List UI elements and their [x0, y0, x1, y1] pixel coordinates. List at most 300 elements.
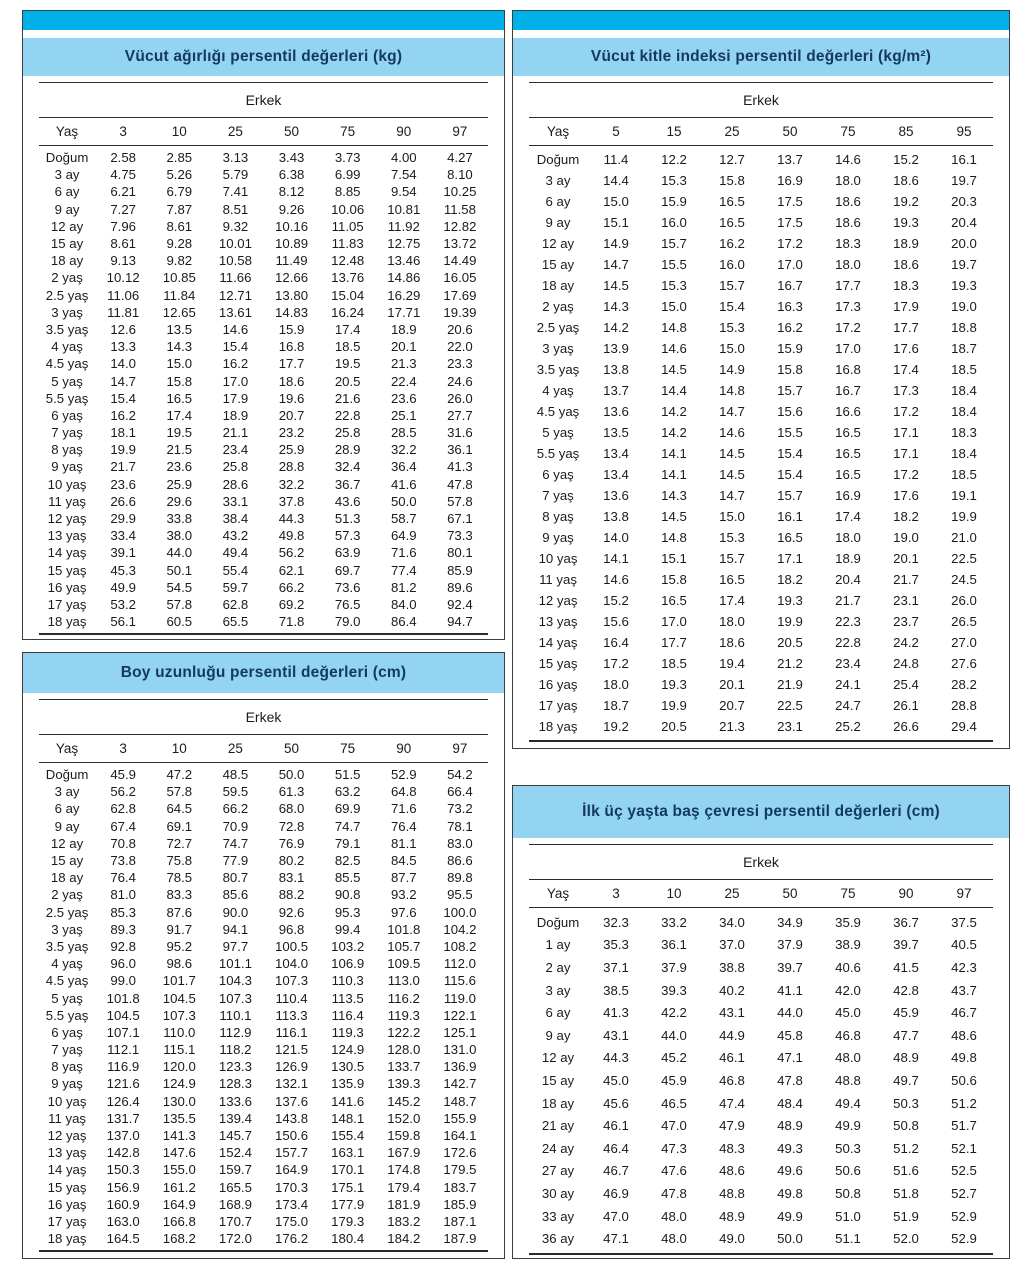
value-cell: 51.2	[893, 1140, 919, 1156]
value-cell: 17.3	[835, 299, 861, 314]
row-label: 17 yaş	[47, 1213, 87, 1229]
value-cell: 147.6	[162, 1145, 196, 1161]
value-cell: 121.5	[275, 1042, 309, 1058]
value-cell: 24.6	[447, 373, 473, 389]
value-cell: 15.7	[777, 488, 803, 503]
value-cell: 19.9	[777, 614, 803, 629]
value-cell: 11.92	[387, 218, 420, 234]
value-cell: 76.5	[334, 596, 361, 612]
value-cell: 18.3	[893, 278, 919, 293]
value-cell: 62.1	[278, 562, 305, 578]
row-label: 12 ay	[541, 236, 575, 251]
value-cell: 22.0	[447, 339, 473, 355]
table-row	[529, 1205, 993, 1228]
value-cell: 47.0	[603, 1208, 629, 1224]
row-label: 7 yaş	[51, 425, 83, 441]
value-cell: 25.2	[819, 716, 877, 741]
value-cell: 89.3	[110, 921, 137, 937]
value-cell: 6.79	[166, 184, 193, 200]
value-cell: 113.0	[387, 973, 420, 989]
value-cell: 137.0	[106, 1128, 140, 1144]
value-cell: 51.6	[893, 1163, 919, 1179]
value-cell: 17.4	[719, 593, 745, 608]
table-row	[39, 852, 488, 869]
value-cell: 48.9	[719, 1208, 745, 1224]
value-cell: 21.1	[222, 425, 249, 441]
value-cell: 64.8	[390, 784, 417, 800]
column-header: 25	[207, 735, 263, 763]
value-cell: 24.8	[893, 656, 919, 671]
value-cell: 15.3	[661, 173, 687, 188]
value-cell: 164.9	[275, 1162, 309, 1178]
value-cell: 48.5	[222, 767, 249, 783]
value-cell: 16.29	[387, 287, 421, 303]
row-label: 12 ay	[541, 1050, 575, 1066]
column-header: 50	[761, 118, 819, 146]
value-cell: 46.4	[603, 1140, 629, 1156]
row-label: 4.5 yaş	[45, 973, 89, 989]
table-row	[39, 146, 488, 167]
table-row	[39, 800, 488, 817]
table-row	[39, 1127, 488, 1144]
value-cell: 104.2	[443, 921, 477, 937]
value-cell: 23.6	[110, 476, 137, 492]
row-label: 6 ay	[54, 184, 80, 200]
value-cell: 49.9	[777, 1208, 803, 1224]
table-row	[39, 1144, 488, 1161]
head-circumference-table	[529, 844, 993, 1255]
value-cell: 14.6	[835, 152, 861, 167]
row-label: 18 yaş	[39, 1230, 95, 1251]
value-cell: 50.8	[835, 1185, 861, 1201]
value-cell: 39.3	[661, 982, 687, 998]
value-cell: 179.5	[443, 1162, 477, 1178]
value-cell: 14.8	[661, 530, 687, 545]
row-label: 3 ay	[545, 173, 571, 188]
value-cell: 51.5	[334, 767, 361, 783]
table-row	[529, 1182, 993, 1205]
row-label: 3.5 yaş	[45, 321, 89, 337]
table-row	[529, 1001, 993, 1024]
row-label: 10 yaş	[47, 1093, 87, 1109]
weight-table-body	[39, 146, 488, 635]
value-cell: 49.0	[703, 1227, 761, 1254]
value-cell: 109.5	[387, 956, 421, 972]
table-row	[39, 493, 488, 510]
value-cell: 46.1	[719, 1050, 745, 1066]
value-cell: 51.3	[334, 511, 361, 527]
value-cell: 79.0	[320, 613, 376, 634]
value-cell: 174.8	[387, 1162, 421, 1178]
row-label: 2.5 yaş	[45, 904, 89, 920]
value-cell: 17.9	[222, 390, 249, 406]
row-label: 15 yaş	[47, 562, 87, 578]
value-cell: 101.8	[387, 921, 421, 937]
row-label: 2 yaş	[51, 270, 83, 286]
value-cell: 18.0	[603, 677, 629, 692]
value-cell: 42.0	[835, 982, 861, 998]
table-row	[39, 235, 488, 252]
value-cell: 64.9	[390, 528, 417, 544]
table-row	[39, 1041, 488, 1058]
table-row	[39, 955, 488, 972]
value-cell: 17.7	[893, 320, 919, 335]
value-cell: 9.28	[166, 236, 193, 252]
value-cell: 101.7	[162, 973, 196, 989]
value-cell: 37.1	[603, 959, 629, 975]
value-cell: 19.1	[951, 488, 977, 503]
value-cell: 2.85	[166, 150, 193, 166]
row-label: 12 ay	[50, 218, 84, 234]
table-row	[39, 372, 488, 389]
value-cell: 14.2	[661, 425, 687, 440]
value-cell: 18.5	[951, 362, 977, 377]
column-header: 10	[151, 118, 207, 146]
value-cell: 175.1	[331, 1179, 365, 1195]
value-cell: 176.2	[264, 1230, 320, 1251]
value-cell: 16.5	[777, 530, 803, 545]
value-cell: 84.0	[390, 596, 417, 612]
value-cell: 19.3	[893, 215, 919, 230]
value-cell: 26.6	[877, 716, 935, 741]
value-cell: 45.0	[835, 1005, 861, 1021]
value-cell: 155.9	[443, 1110, 477, 1126]
value-cell: 71.6	[390, 545, 417, 561]
value-cell: 142.7	[443, 1076, 477, 1092]
value-cell: 110.1	[219, 1007, 252, 1023]
value-cell: 14.3	[603, 299, 629, 314]
value-cell: 71.6	[390, 801, 417, 817]
value-cell: 36.1	[447, 442, 473, 458]
value-cell: 18.9	[222, 407, 249, 423]
value-cell: 12.66	[275, 270, 309, 286]
bmi-table-title-bar	[513, 38, 1009, 76]
value-cell: 43.2	[222, 528, 249, 544]
value-cell: 23.4	[835, 656, 861, 671]
value-cell: 115.1	[163, 1042, 196, 1058]
value-cell: 131.0	[443, 1042, 477, 1058]
value-cell: 32.4	[334, 459, 361, 475]
table-row	[529, 422, 993, 443]
column-header: 75	[320, 118, 376, 146]
value-cell: 14.5	[661, 362, 687, 377]
value-cell: 161.2	[162, 1179, 196, 1195]
row-label: 8 yaş	[542, 509, 574, 524]
value-cell: 27.7	[447, 407, 473, 423]
value-cell: 48.9	[893, 1050, 919, 1066]
row-label: Doğum	[536, 152, 580, 167]
column-header: 75	[819, 880, 877, 908]
value-cell: 14.5	[719, 446, 745, 461]
value-cell: 18.6	[835, 215, 861, 230]
value-cell: 35.9	[835, 914, 861, 930]
value-cell: 36.7	[893, 914, 919, 930]
value-cell: 44.3	[278, 511, 305, 527]
row-label: 12 yaş	[538, 593, 578, 608]
value-cell: 92.4	[447, 596, 473, 612]
value-cell: 48.3	[719, 1140, 745, 1156]
value-cell: 18.7	[951, 341, 977, 356]
value-cell: 51.8	[893, 1185, 919, 1201]
value-cell: 97.6	[390, 904, 417, 920]
value-cell: 125.1	[443, 1024, 477, 1040]
column-header: 50	[761, 880, 819, 908]
value-cell: 181.9	[387, 1196, 421, 1212]
value-cell: 18.0	[835, 530, 861, 545]
value-cell: 18.5	[334, 339, 361, 355]
head-circumference-table-title: İlk üç yaşta baş çevresi persentil değerleri (cm)	[582, 803, 940, 820]
column-header: Yaş	[529, 118, 587, 146]
table-row	[529, 548, 993, 569]
value-cell: 54.2	[447, 767, 473, 783]
value-cell: 18.2	[893, 509, 919, 524]
value-cell: 132.1	[275, 1076, 309, 1092]
value-cell: 164.1	[443, 1128, 477, 1144]
table-row	[529, 359, 993, 380]
value-cell: 150.6	[275, 1128, 309, 1144]
value-cell: 19.5	[334, 356, 361, 372]
value-cell: 7.27	[110, 201, 137, 217]
value-cell: 4.27	[447, 150, 473, 166]
value-cell: 17.2	[835, 320, 861, 335]
value-cell: 15.0	[719, 341, 745, 356]
value-cell: 13.80	[275, 287, 309, 303]
value-cell: 77.4	[390, 562, 417, 578]
value-cell: 94.1	[222, 921, 249, 937]
value-cell: 23.7	[893, 614, 919, 629]
value-cell: 14.9	[603, 236, 629, 251]
value-cell: 13.9	[603, 341, 629, 356]
value-cell: 14.86	[387, 270, 421, 286]
value-cell: 55.4	[222, 562, 249, 578]
table-row	[39, 287, 488, 304]
value-cell: 23.1	[893, 593, 919, 608]
table-row	[529, 401, 993, 422]
value-cell: 14.6	[222, 321, 249, 337]
value-cell: 18.6	[835, 194, 861, 209]
value-cell: 47.8	[777, 1072, 803, 1088]
table-row	[39, 1230, 488, 1251]
value-cell: 41.3	[603, 1005, 629, 1021]
value-cell: 142.8	[106, 1145, 140, 1161]
value-cell: 164.9	[162, 1196, 196, 1212]
row-label: 18 ay	[541, 1095, 575, 1111]
value-cell: 133.6	[218, 1093, 252, 1109]
value-cell: 19.0	[893, 530, 919, 545]
column-header: 85	[877, 118, 935, 146]
value-cell: 15.04	[331, 287, 365, 303]
value-cell: 56.2	[278, 545, 305, 561]
table-row	[39, 972, 488, 989]
value-cell: 19.9	[661, 698, 687, 713]
value-cell: 9.32	[222, 218, 249, 234]
value-cell: 20.4	[835, 572, 861, 587]
value-cell: 17.5	[777, 194, 803, 209]
value-cell: 10.16	[275, 218, 309, 234]
value-cell: 28.8	[278, 459, 305, 475]
height-table-panel	[22, 652, 505, 1259]
value-cell: 130.5	[331, 1059, 365, 1075]
value-cell: 95.5	[447, 887, 473, 903]
row-label: 18 ay	[541, 278, 575, 293]
value-cell: 99.0	[110, 973, 137, 989]
value-cell: 168.9	[218, 1196, 252, 1212]
row-label: 9 ay	[54, 201, 80, 217]
value-cell: 15.0	[166, 356, 193, 372]
value-cell: 115.6	[443, 973, 476, 989]
value-cell: 180.4	[320, 1230, 376, 1251]
value-cell: 97.7	[222, 938, 249, 954]
row-label: 2.5 yaş	[536, 320, 580, 335]
value-cell: 179.4	[387, 1179, 421, 1195]
value-cell: 49.6	[777, 1163, 803, 1179]
value-cell: 43.1	[603, 1027, 629, 1043]
value-cell: 107.3	[218, 990, 252, 1006]
value-cell: 16.2	[222, 356, 249, 372]
value-cell: 18.7	[603, 698, 629, 713]
value-cell: 28.2	[951, 677, 977, 692]
value-cell: 122.1	[443, 1007, 477, 1023]
table-row	[529, 908, 993, 934]
row-label: 14 yaş	[47, 1162, 87, 1178]
value-cell: 11.84	[163, 287, 196, 303]
value-cell: 47.8	[447, 476, 473, 492]
value-cell: 24.2	[893, 635, 919, 650]
value-cell: 116.9	[107, 1059, 140, 1075]
value-cell: 45.9	[110, 767, 137, 783]
value-cell: 86.4	[376, 613, 432, 634]
value-cell: 9.54	[390, 184, 417, 200]
value-cell: 41.3	[447, 459, 473, 475]
value-cell: 45.2	[661, 1050, 687, 1066]
value-cell: 18.4	[951, 383, 977, 398]
value-cell: 124.9	[331, 1042, 365, 1058]
row-label: 5 yaş	[542, 425, 574, 440]
value-cell: 75.8	[166, 853, 193, 869]
row-label: 15 ay	[50, 236, 84, 252]
value-cell: 17.4	[835, 509, 861, 524]
row-label: 15 yaş	[47, 1179, 87, 1195]
row-label: 5.5 yaş	[536, 446, 580, 461]
value-cell: 123.3	[218, 1059, 252, 1075]
value-cell: 39.7	[893, 937, 919, 953]
value-cell: 43.6	[334, 493, 361, 509]
value-cell: 124.9	[162, 1076, 196, 1092]
value-cell: 13.5	[166, 321, 193, 337]
value-cell: 185.9	[443, 1196, 477, 1212]
value-cell: 85.5	[334, 870, 361, 886]
value-cell: 17.0	[661, 614, 687, 629]
value-cell: 33.4	[110, 528, 137, 544]
value-cell: 14.4	[661, 383, 687, 398]
value-cell: 26.1	[893, 698, 919, 713]
value-cell: 33.1	[222, 493, 249, 509]
value-cell: 12.71	[218, 287, 252, 303]
column-header: Yaş	[529, 880, 587, 908]
value-cell: 119.3	[331, 1024, 364, 1040]
value-cell: 52.9	[935, 1227, 993, 1254]
value-cell: 15.0	[603, 194, 629, 209]
value-cell: 163.1	[331, 1145, 365, 1161]
value-cell: 16.2	[719, 236, 745, 251]
value-cell: 24.1	[835, 677, 861, 692]
row-label: 9 yaş	[51, 459, 83, 475]
column-header: 90	[376, 735, 432, 763]
value-cell: 15.3	[719, 320, 745, 335]
column-header: 10	[645, 880, 703, 908]
value-cell: 17.7	[835, 278, 861, 293]
value-cell: 17.0	[835, 341, 861, 356]
value-cell: 38.5	[603, 982, 629, 998]
value-cell: 183.2	[387, 1213, 421, 1229]
value-cell: 15.5	[777, 425, 803, 440]
value-cell: 89.6	[447, 579, 473, 595]
table-row	[39, 1075, 488, 1092]
value-cell: 17.0	[222, 373, 249, 389]
value-cell: 14.7	[110, 373, 137, 389]
row-label: 16 yaş	[47, 1196, 87, 1212]
value-cell: 118.2	[219, 1042, 252, 1058]
table-row	[39, 904, 488, 921]
table-row	[529, 1227, 993, 1254]
value-cell: 9.82	[166, 253, 193, 269]
value-cell: 128.3	[218, 1076, 252, 1092]
value-cell: 52.1	[951, 1140, 977, 1156]
table-row	[529, 1114, 993, 1137]
table-row	[39, 783, 488, 800]
value-cell: 18.9	[835, 551, 861, 566]
value-cell: 8.61	[166, 218, 193, 234]
value-cell: 12.65	[162, 304, 196, 320]
height-table-title: Boy uzunluğu persentil değerleri (cm)	[120, 664, 407, 681]
value-cell: 19.7	[951, 173, 977, 188]
row-label: 13 yaş	[47, 528, 87, 544]
table-row	[529, 212, 993, 233]
value-cell: 7.41	[222, 184, 249, 200]
value-cell: 20.1	[719, 677, 745, 692]
value-cell: 113.5	[331, 990, 364, 1006]
value-cell: 18.4	[951, 404, 977, 419]
row-label: 18 yaş	[529, 716, 587, 741]
value-cell: 21.3	[703, 716, 761, 741]
value-cell: 93.2	[390, 887, 417, 903]
column-header: 75	[819, 118, 877, 146]
table-row	[39, 269, 488, 286]
value-cell: 13.5	[603, 425, 629, 440]
value-cell: 19.7	[951, 257, 977, 272]
value-cell: 17.2	[603, 656, 629, 671]
value-cell: 14.2	[603, 320, 629, 335]
value-cell: 74.7	[222, 835, 249, 851]
value-cell: 11.4	[603, 152, 629, 167]
column-header: 3	[587, 880, 645, 908]
value-cell: 52.9	[951, 1208, 977, 1224]
value-cell: 113.3	[275, 1007, 308, 1023]
row-label: 8 yaş	[51, 1059, 83, 1075]
value-cell: 21.0	[951, 530, 977, 545]
table-row	[39, 527, 488, 544]
value-cell: 11.05	[331, 218, 364, 234]
value-cell: 12.48	[331, 253, 365, 269]
value-cell: 63.9	[334, 545, 361, 561]
value-cell: 13.7	[777, 152, 803, 167]
value-cell: 18.9	[893, 236, 919, 251]
value-cell: 17.6	[893, 488, 919, 503]
value-cell: 11.66	[219, 270, 252, 286]
value-cell: 156.9	[106, 1179, 140, 1195]
value-cell: 15.4	[777, 467, 803, 482]
value-cell: 53.2	[110, 596, 137, 612]
